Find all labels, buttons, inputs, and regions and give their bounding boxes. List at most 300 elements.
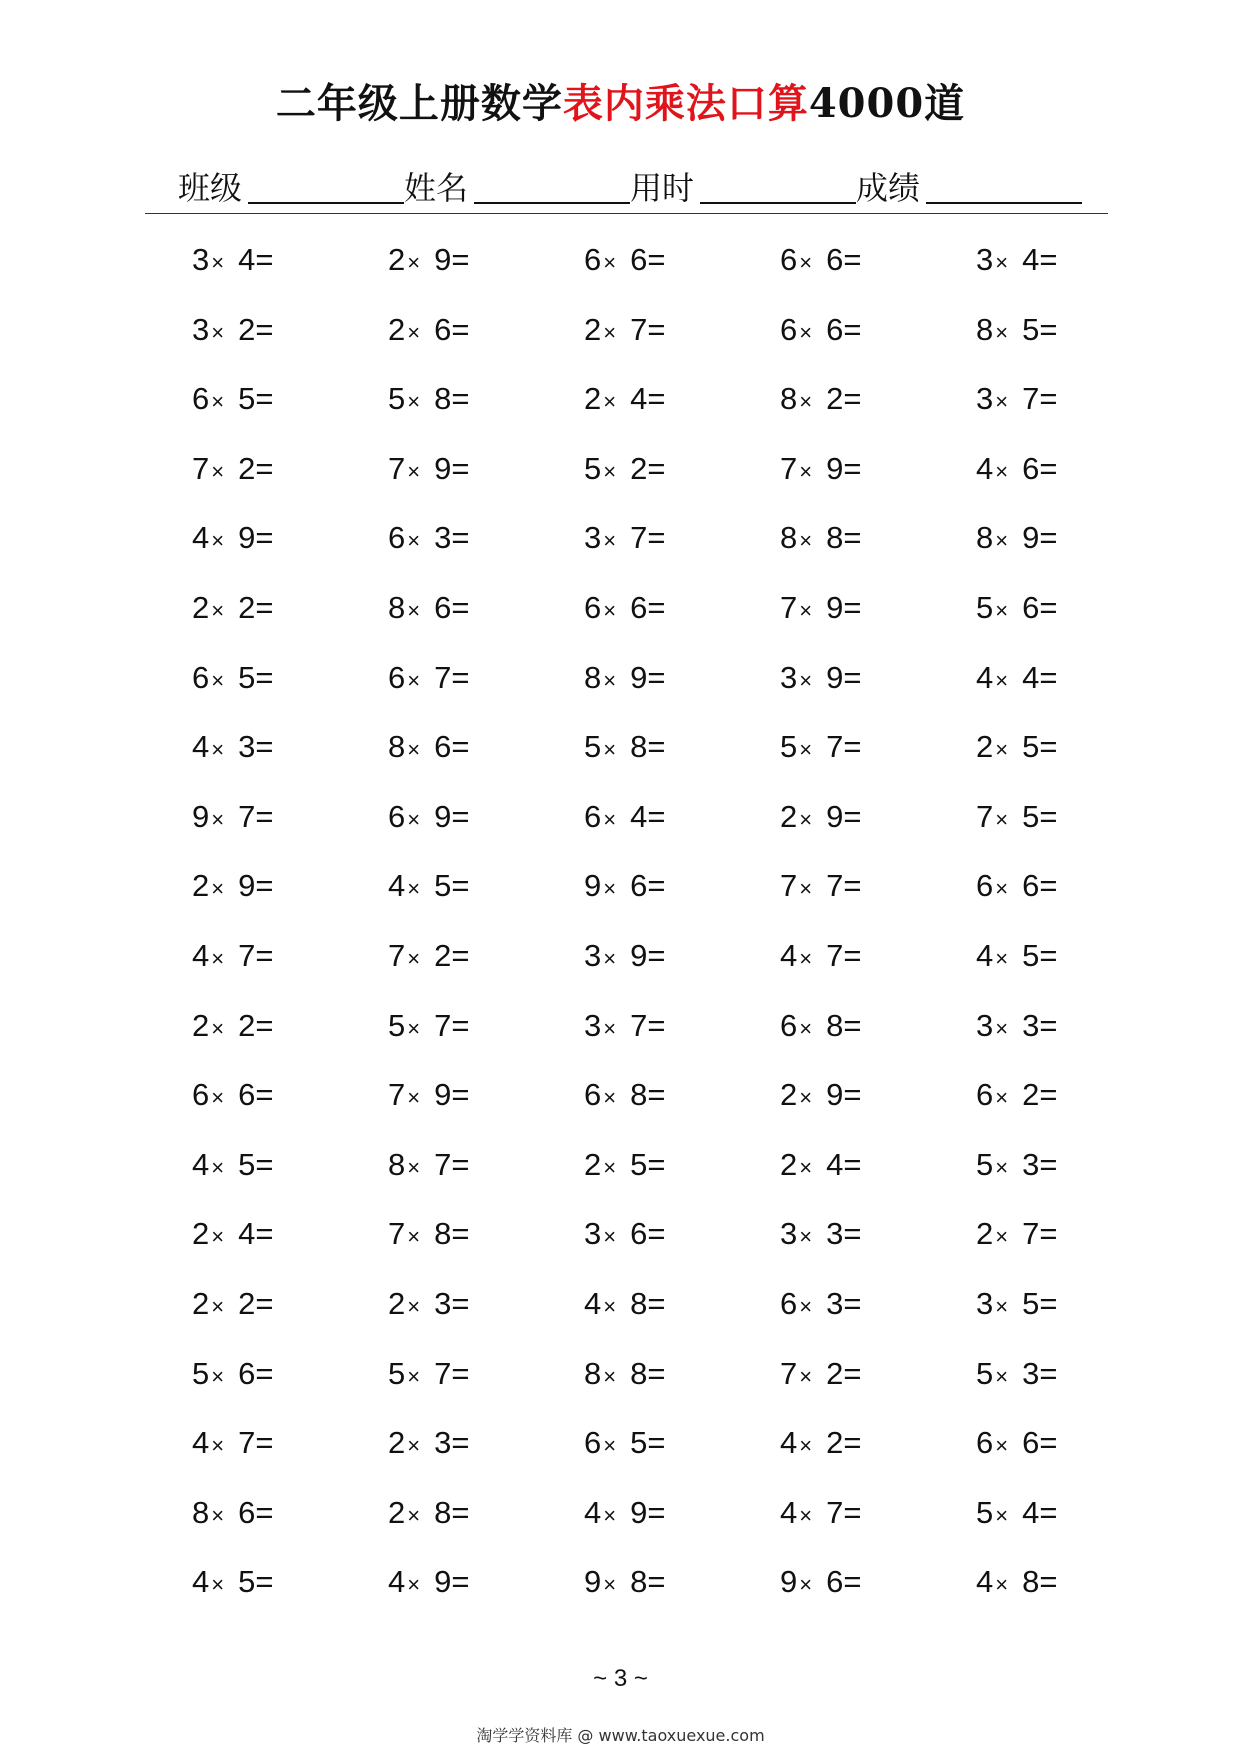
operand-b: 3 (826, 1216, 844, 1252)
equals-sign: = (451, 1007, 470, 1043)
equals-sign: = (1039, 1216, 1058, 1252)
operand-a: 2 (584, 311, 602, 347)
operand-a: 4 (584, 1494, 602, 1530)
times-sign: × (211, 1293, 225, 1319)
operand-a: 5 (976, 1146, 994, 1182)
equals-sign: = (1039, 1285, 1058, 1321)
times-sign: × (211, 1433, 225, 1459)
times-sign: × (211, 1085, 225, 1111)
problem-cell (388, 1006, 584, 1076)
equals-sign: = (451, 242, 470, 277)
problem-cell (584, 1145, 780, 1215)
operand-b: 7 (826, 729, 844, 765)
operand-a: 2 (192, 1216, 210, 1252)
problem-cell (976, 1075, 1172, 1145)
operand-b: 8 (630, 1077, 648, 1113)
times-sign: × (603, 1154, 617, 1180)
equals-sign: = (843, 520, 862, 556)
times-sign: × (407, 1433, 421, 1459)
times-sign: × (995, 945, 1009, 971)
problem-cell (584, 1214, 780, 1284)
equals-sign: = (647, 450, 666, 486)
operand-a: 4 (780, 1425, 798, 1461)
problem-cell (192, 1562, 388, 1632)
equals-sign: = (1039, 589, 1058, 625)
operand-b: 7 (238, 1425, 256, 1461)
title-black: 二年级上册数学 (275, 80, 563, 127)
times-sign: × (799, 1293, 813, 1319)
equals-sign: = (255, 520, 274, 556)
equals-sign: = (451, 798, 470, 834)
operand-a: 6 (780, 311, 798, 347)
times-sign: × (407, 528, 421, 554)
times-sign: × (211, 597, 225, 623)
times-sign: × (603, 1572, 617, 1598)
operand-b: 8 (630, 729, 648, 765)
equals-sign: = (255, 659, 274, 695)
operand-b: 4 (826, 1146, 844, 1182)
operand-b: 2 (630, 450, 648, 486)
operand-a: 4 (780, 1494, 798, 1530)
times-sign: × (211, 1502, 225, 1528)
blank-name[interactable] (474, 201, 630, 204)
problem-cell (584, 310, 780, 380)
operand-b: 6 (238, 1355, 256, 1391)
problem-cell (584, 936, 780, 1006)
operand-b: 6 (434, 729, 452, 765)
operand-b: 7 (238, 937, 256, 973)
equals-sign: = (647, 1007, 666, 1043)
equals-sign: = (451, 520, 470, 556)
operand-a: 2 (388, 242, 406, 277)
operand-b: 5 (1022, 1285, 1040, 1321)
operand-a: 9 (192, 798, 210, 834)
operand-a: 3 (976, 242, 994, 277)
times-sign: × (407, 458, 421, 484)
operand-b: 5 (238, 659, 256, 695)
times-sign: × (995, 528, 1009, 554)
operand-a: 4 (192, 1425, 210, 1461)
times-sign: × (407, 1224, 421, 1250)
problem-cell (584, 1354, 780, 1424)
times-sign: × (995, 319, 1009, 345)
problem-cell (388, 1354, 584, 1424)
times-sign: × (799, 1363, 813, 1389)
equals-sign: = (451, 937, 470, 973)
operand-a: 3 (976, 1007, 994, 1043)
operand-a: 8 (780, 520, 798, 556)
operand-a: 3 (976, 381, 994, 417)
operand-b: 6 (238, 1494, 256, 1530)
times-sign: × (603, 1015, 617, 1041)
operand-b: 5 (238, 1146, 256, 1182)
equals-sign: = (255, 868, 274, 904)
operand-a: 3 (192, 242, 210, 277)
problem-cell (780, 449, 976, 519)
times-sign: × (603, 1502, 617, 1528)
operand-b: 6 (238, 1077, 256, 1113)
operand-b: 8 (434, 1216, 452, 1252)
problem-cell (584, 1493, 780, 1563)
equals-sign: = (647, 311, 666, 347)
operand-b: 4 (630, 381, 648, 417)
times-sign: × (799, 667, 813, 693)
equals-sign: = (647, 1494, 666, 1530)
equals-sign: = (1039, 311, 1058, 347)
problem-cell (780, 1145, 976, 1215)
operand-b: 5 (1022, 311, 1040, 347)
times-sign: × (995, 1293, 1009, 1319)
operand-b: 5 (1022, 798, 1040, 834)
operand-a: 7 (780, 868, 798, 904)
times-sign: × (995, 806, 1009, 832)
times-sign: × (603, 806, 617, 832)
times-sign: × (407, 945, 421, 971)
equals-sign: = (451, 1425, 470, 1461)
problem-cell (192, 1145, 388, 1215)
problem-cell (584, 379, 780, 449)
equals-sign: = (451, 1216, 470, 1252)
problem-cell (780, 727, 976, 797)
operand-a: 3 (584, 520, 602, 556)
times-sign: × (799, 319, 813, 345)
times-sign: × (995, 389, 1009, 415)
operand-a: 3 (976, 1285, 994, 1321)
operand-b: 4 (630, 798, 648, 834)
times-sign: × (603, 1433, 617, 1459)
times-sign: × (407, 250, 421, 275)
equals-sign: = (451, 1146, 470, 1182)
operand-b: 9 (826, 798, 844, 834)
times-sign: × (407, 1085, 421, 1111)
operand-a: 2 (584, 381, 602, 417)
operand-b: 2 (826, 1425, 844, 1461)
problem-cell (976, 518, 1172, 588)
operand-b: 7 (826, 868, 844, 904)
equals-sign: = (255, 589, 274, 625)
operand-a: 5 (584, 450, 602, 486)
problem-cell (388, 727, 584, 797)
equals-sign: = (843, 729, 862, 765)
equals-sign: = (647, 1425, 666, 1461)
equals-sign: = (843, 659, 862, 695)
problem-cell (192, 1284, 388, 1354)
equals-sign: = (843, 450, 862, 486)
equals-sign: = (647, 729, 666, 765)
times-sign: × (603, 876, 617, 902)
times-sign: × (603, 319, 617, 345)
problem-cell (780, 1423, 976, 1493)
problem-cell (780, 1284, 976, 1354)
operand-b: 6 (826, 242, 844, 277)
operand-b: 7 (238, 798, 256, 834)
equals-sign: = (843, 1564, 862, 1600)
problem-cell (780, 936, 976, 1006)
equals-sign: = (843, 1425, 862, 1461)
operand-a: 6 (780, 242, 798, 277)
operand-a: 2 (388, 1425, 406, 1461)
operand-b: 5 (238, 381, 256, 417)
times-sign: × (211, 667, 225, 693)
operand-b: 6 (630, 242, 648, 277)
equals-sign: = (255, 1216, 274, 1252)
operand-b: 8 (826, 520, 844, 556)
times-sign: × (211, 1224, 225, 1250)
equals-sign: = (255, 1425, 274, 1461)
operand-b: 7 (434, 1355, 452, 1391)
equals-sign: = (451, 729, 470, 765)
times-sign: × (995, 458, 1009, 484)
operand-b: 3 (434, 1285, 452, 1321)
operand-a: 6 (780, 1007, 798, 1043)
equals-sign: = (843, 242, 862, 277)
problem-cell (976, 658, 1172, 728)
operand-b: 8 (434, 1494, 452, 1530)
equals-sign: = (255, 242, 274, 277)
operand-b: 3 (826, 1285, 844, 1321)
operand-a: 6 (388, 798, 406, 834)
operand-a: 3 (780, 659, 798, 695)
operand-b: 8 (434, 381, 452, 417)
operand-a: 2 (192, 1285, 210, 1321)
problem-cell (388, 1145, 584, 1215)
problem-cell (584, 588, 780, 658)
operand-a: 3 (780, 1216, 798, 1252)
operand-a: 4 (388, 1564, 406, 1600)
equals-sign: = (451, 450, 470, 486)
operand-a: 2 (780, 798, 798, 834)
times-sign: × (603, 528, 617, 554)
times-sign: × (799, 1154, 813, 1180)
problem-cell (388, 449, 584, 519)
equals-sign: = (647, 1146, 666, 1182)
equals-sign: = (1039, 798, 1058, 834)
problem-cell (780, 518, 976, 588)
operand-b: 9 (238, 868, 256, 904)
times-sign: × (799, 1572, 813, 1598)
operand-a: 6 (976, 1077, 994, 1113)
field-label-class: 班级 (178, 169, 243, 207)
times-sign: × (211, 876, 225, 902)
times-sign: × (799, 876, 813, 902)
problem-cell (976, 936, 1172, 1006)
operand-b: 9 (630, 937, 648, 973)
times-sign: × (995, 876, 1009, 902)
operand-a: 6 (976, 1425, 994, 1461)
problem-cell (780, 1006, 976, 1076)
blank-class[interactable] (248, 201, 404, 204)
times-sign: × (995, 737, 1009, 763)
problem-cell (192, 310, 388, 380)
times-sign: × (211, 389, 225, 415)
problem-cell (780, 658, 976, 728)
problem-cell (192, 1354, 388, 1424)
times-sign: × (995, 1572, 1009, 1598)
operand-a: 8 (584, 659, 602, 695)
problem-cell (584, 658, 780, 728)
blank-score[interactable] (926, 201, 1082, 204)
times-sign: × (603, 667, 617, 693)
operand-a: 6 (192, 659, 210, 695)
operand-b: 2 (238, 450, 256, 486)
equals-sign: = (647, 381, 666, 417)
field-label-score: 成绩 (856, 169, 921, 207)
times-sign: × (995, 597, 1009, 623)
equals-sign: = (1039, 659, 1058, 695)
equals-sign: = (1039, 1007, 1058, 1043)
equals-sign: = (451, 659, 470, 695)
times-sign: × (211, 1572, 225, 1598)
footer-watermark: 淘学学资料库 @ www.taoxuexue.com (476, 1726, 765, 1745)
problem-cell (976, 1423, 1172, 1493)
operand-b: 6 (1022, 868, 1040, 904)
times-sign: × (799, 1224, 813, 1250)
operand-a: 3 (192, 311, 210, 347)
operand-a: 6 (584, 1077, 602, 1113)
operand-a: 6 (976, 868, 994, 904)
equals-sign: = (1039, 729, 1058, 765)
times-sign: × (799, 528, 813, 554)
operand-b: 5 (630, 1146, 648, 1182)
problem-cell (780, 1562, 976, 1632)
equals-sign: = (843, 1285, 862, 1321)
equals-sign: = (1039, 1564, 1058, 1600)
operand-a: 8 (780, 381, 798, 417)
problem-cell (976, 727, 1172, 797)
problem-cell (192, 1493, 388, 1563)
operand-b: 2 (1022, 1077, 1040, 1113)
operand-a: 7 (388, 1077, 406, 1113)
times-sign: × (407, 806, 421, 832)
operand-a: 2 (388, 1285, 406, 1321)
operand-a: 3 (584, 1216, 602, 1252)
equals-sign: = (1039, 1494, 1058, 1530)
operand-a: 4 (976, 1564, 994, 1600)
equals-sign: = (1039, 1355, 1058, 1391)
operand-b: 7 (1022, 381, 1040, 417)
problem-cell (388, 1075, 584, 1145)
problem-cell (388, 310, 584, 380)
operand-b: 6 (434, 589, 452, 625)
times-sign: × (995, 1154, 1009, 1180)
times-sign: × (211, 458, 225, 484)
operand-b: 2 (238, 1285, 256, 1321)
times-sign: × (603, 1363, 617, 1389)
page-number: ~ 3 ~ (593, 1665, 648, 1692)
problem-cell (584, 518, 780, 588)
equals-sign: = (255, 1077, 274, 1113)
equals-sign: = (451, 589, 470, 625)
equals-sign: = (255, 1007, 274, 1043)
times-sign: × (603, 458, 617, 484)
times-sign: × (211, 1015, 225, 1041)
problem-cell (976, 379, 1172, 449)
equals-sign: = (255, 1494, 274, 1530)
times-sign: × (407, 319, 421, 345)
problem-cell (192, 518, 388, 588)
times-sign: × (603, 945, 617, 971)
equals-sign: = (451, 1355, 470, 1391)
operand-b: 2 (238, 311, 256, 347)
equals-sign: = (1039, 242, 1058, 277)
times-sign: × (407, 389, 421, 415)
equals-sign: = (647, 659, 666, 695)
problem-cell (976, 1354, 1172, 1424)
operand-b: 6 (630, 1216, 648, 1252)
problem-cell (192, 240, 388, 310)
operand-a: 4 (976, 659, 994, 695)
operand-a: 4 (976, 450, 994, 486)
equals-sign: = (843, 311, 862, 347)
problem-cell (584, 727, 780, 797)
equals-sign: = (1039, 937, 1058, 973)
equals-sign: = (843, 1355, 862, 1391)
problem-cell (192, 379, 388, 449)
operand-b: 8 (826, 1007, 844, 1043)
operand-a: 4 (388, 868, 406, 904)
problem-cell (388, 379, 584, 449)
operand-b: 4 (238, 1216, 256, 1252)
times-sign: × (407, 876, 421, 902)
times-sign: × (603, 389, 617, 415)
equals-sign: = (1039, 868, 1058, 904)
times-sign: × (799, 1433, 813, 1459)
equals-sign: = (843, 1494, 862, 1530)
problem-cell (780, 1214, 976, 1284)
operand-b: 7 (1022, 1216, 1040, 1252)
operand-a: 4 (192, 1564, 210, 1600)
problem-cell (192, 449, 388, 519)
blank-time[interactable] (700, 201, 856, 204)
equals-sign: = (647, 937, 666, 973)
operand-a: 3 (584, 937, 602, 973)
operand-b: 9 (826, 1077, 844, 1113)
operand-b: 6 (826, 311, 844, 347)
equals-sign: = (255, 311, 274, 347)
operand-b: 9 (434, 798, 452, 834)
operand-b: 9 (826, 589, 844, 625)
operand-a: 7 (192, 450, 210, 486)
operand-b: 7 (826, 937, 844, 973)
problem-cell (192, 1423, 388, 1493)
times-sign: × (995, 250, 1009, 275)
operand-a: 7 (780, 1355, 798, 1391)
problem-cell (192, 797, 388, 867)
times-sign: × (995, 1015, 1009, 1041)
problem-grid (192, 240, 1172, 1632)
operand-b: 7 (630, 1007, 648, 1043)
operand-b: 6 (630, 589, 648, 625)
problem-cell (584, 797, 780, 867)
equals-sign: = (255, 1146, 274, 1182)
operand-b: 3 (434, 1425, 452, 1461)
equals-sign: = (647, 1077, 666, 1113)
times-sign: × (407, 1502, 421, 1528)
times-sign: × (799, 1502, 813, 1528)
operand-a: 4 (192, 1146, 210, 1182)
operand-b: 9 (826, 450, 844, 486)
operand-b: 5 (1022, 937, 1040, 973)
times-sign: × (995, 1502, 1009, 1528)
operand-b: 4 (1022, 659, 1040, 695)
operand-a: 8 (388, 729, 406, 765)
operand-b: 7 (434, 659, 452, 695)
operand-b: 5 (434, 868, 452, 904)
operand-b: 9 (630, 1494, 648, 1530)
operand-b: 9 (434, 1077, 452, 1113)
problem-cell (192, 1075, 388, 1145)
equals-sign: = (1039, 450, 1058, 486)
